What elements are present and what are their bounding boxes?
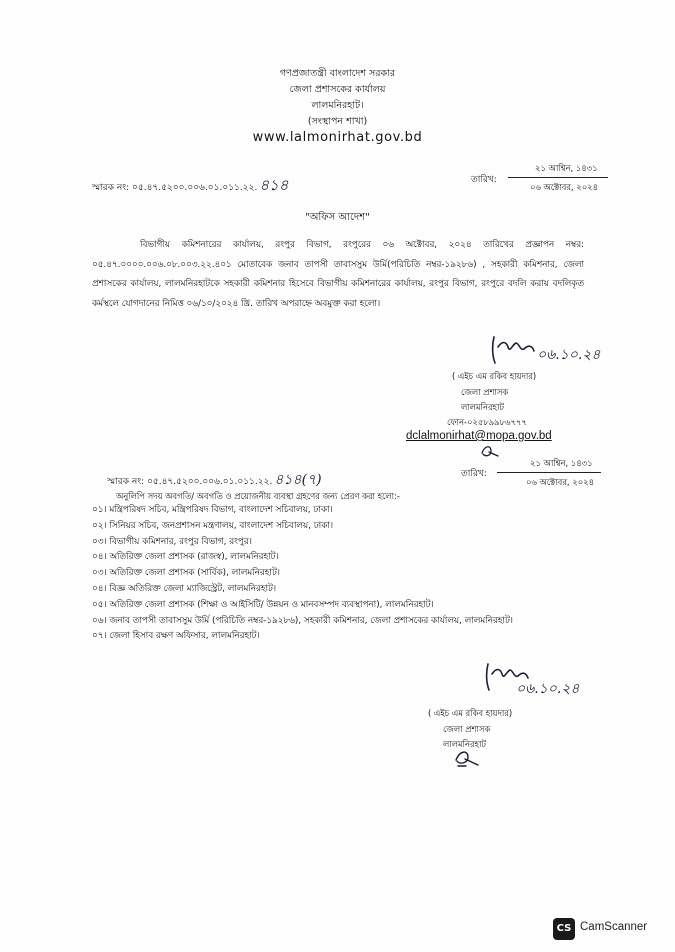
office-location: লালমনিরহাট। (311, 100, 364, 111)
signature-date-handwritten-2: ০৬.১০.২৪ (516, 681, 580, 697)
list-item: ০২। সিনিয়র সচিব, জনপ্রশাসন মন্ত্রণালয়, বাংলাদেশ সচিবালয়, ঢাকা। (92, 520, 334, 531)
copy-memo-ref-handwritten: ৪১৪(৭) (274, 472, 322, 488)
officer-office: লালমনিরহাট (461, 402, 504, 412)
copy-memo-date-label: তারিখ: (461, 469, 487, 479)
signature-date-handwritten: ০৬.১০.২৪ (537, 347, 601, 363)
officer-designation: জেলা প্রশাসক (461, 387, 509, 397)
govt-title: গণপ্রজাতন্ত্রী বাংলাদেশ সরকার (279, 68, 396, 79)
list-item: ০৪। অতিরিক্ত জেলা প্রশাসক (রাজস্ব), লালমনিরহাট। (92, 552, 279, 563)
memo-date-english: ০৬ অক্টোবর, ২০২৪ (530, 182, 599, 192)
list-item: ০৩। বিভাগীয় কমিশনার, রংপুর বিভাগ, রংপুর। (92, 536, 252, 547)
copy-memo-ref-number: ০৫.৪৭.৫২০০.০০৬.০১.০১১.২২. (147, 477, 273, 487)
memo-ref-number: ০৫.৪৭.৫২০০.০০৬.০১.০১১.২২. (132, 183, 258, 193)
copy-memo-date-english: ০৬ অক্টোবর, ২০২৪ (526, 477, 595, 487)
officer-name: ( এইচ এম রকিব হায়দার) (452, 371, 537, 381)
memo-date-bangla: ২১ আশ্বিন, ১৪৩১ (535, 163, 598, 173)
initial-mark (479, 443, 501, 459)
list-item: ০১। মন্ত্রিপরিষদ সচিব, মন্ত্রিপরিষদ বিভাগ, বাংলাদেশ সচিবালয়, ঢাকা। (92, 505, 333, 515)
officer-designation-2: জেলা প্রশাসক (443, 724, 491, 734)
memo-ref-label: স্মারক নং: ০৫.৪৭.৫২০০.০০৬.০১.০১১.২২. ৪১৪ (92, 176, 289, 194)
officer-phone: ফোন-০২৫৮৯৯৮৬৭৭৭ (447, 417, 527, 427)
officer-email-link[interactable]: dclalmonirhat@mopa.gov.bd (406, 430, 552, 442)
officer-name-2: ( এইচ এম রকিব হায়দার) (428, 708, 513, 718)
officer-office-2: লালমনিরহাট (443, 739, 486, 749)
date-divider (508, 177, 608, 178)
memo-ref-handwritten: ৪১৪ (259, 176, 289, 194)
initial-mark-2 (452, 748, 482, 768)
camscanner-brand: CamScanner (580, 921, 648, 933)
section-name: (সংস্থাপন শাখা) (307, 116, 368, 127)
office-name: জেলা প্রশাসকের কার্যালয় (289, 84, 386, 95)
copy-date-divider (497, 472, 601, 473)
copy-memo-date-bangla: ২১ আশ্বিন, ১৪৩১ (530, 458, 593, 468)
list-item: ০৪। বিজ্ঞ অতিরিক্ত জেলা ম্যাজিস্ট্রেট, লালমনিরহাট। (92, 583, 276, 594)
list-item: ০৭। জেলা হিসাব রক্ষণ অফিসার, লালমনিরহাট। (92, 631, 260, 642)
copy-list (92, 503, 513, 645)
list-item: ০৫। অতিরিক্ত জেলা প্রশাসক (শিক্ষা ও আইসিটি/ উন্নয়ন ও মানবসম্পদ ব্যবস্থাপনা), লালমনিরহাট। (92, 599, 434, 610)
camscanner-logo: CS (553, 918, 575, 940)
list-item: ০৩। অতিরিক্ত জেলা প্রশাসক (সার্বিক), লালমনিরহাট। (92, 568, 280, 579)
list-item: ০৬। জনাব তাপসী তাবাসসুম উর্মি (পরিচিতি নম্বর-১৯২৮৬), সহকারী কমিশনার, জেলা প্রশাসকের কার্যালয়, লালমনিরহাট। (92, 615, 513, 626)
order-body: বিভাগীয় কমিশনারের কার্যালয়, রংপুর বিভাগ, রংপুরের ০৬ অক্টোবর, ২০২৪ তারিখের প্রজ্ঞাপন নম্বর: ০৫.৪৭.০০০০.০০৬.০৮.০০৩.২২.৪০১ মোতাবেক জনাব তাপসী তাবাসসুম উর্মি(পরিচিতি নম্বর-১৯২৮৬) , সহকারী কমিশনার, জেলা প্রশাসকের কার্যালয়, লালমনিরহাটকে সহকারী কমিশনার হিসেবে বিভাগীয় কমিশনারের কার্যালয়, রংপুর বিভাগ, রংপুরে বদলি করায় বদলিকৃত কর্মস্থলে যোগদানের নিমিত্ত ০৬/১০/২০২৪ খ্রি. তারিখ অপরাহ্নে অবমুক্ত করা হলো। (92, 240, 584, 309)
memo-date-label: তারিখ: (471, 175, 497, 185)
office-order-title: "অফিস আদেশ" (305, 212, 370, 223)
copy-intro: অনুলিপি সদয় অবগতি/ অবগতি ও প্রয়োজনীয় ব্যবস্থা গ্রহণের জন্য প্রেরণ করা হলো:- (116, 491, 400, 501)
website-link[interactable]: www.lalmonirhat.gov.bd (252, 130, 423, 145)
copy-memo-ref-label: স্মারক নং: ০৫.৪৭.৫২০০.০০৬.০১.০১১.২২. ৪১৪(৭) (107, 472, 322, 488)
